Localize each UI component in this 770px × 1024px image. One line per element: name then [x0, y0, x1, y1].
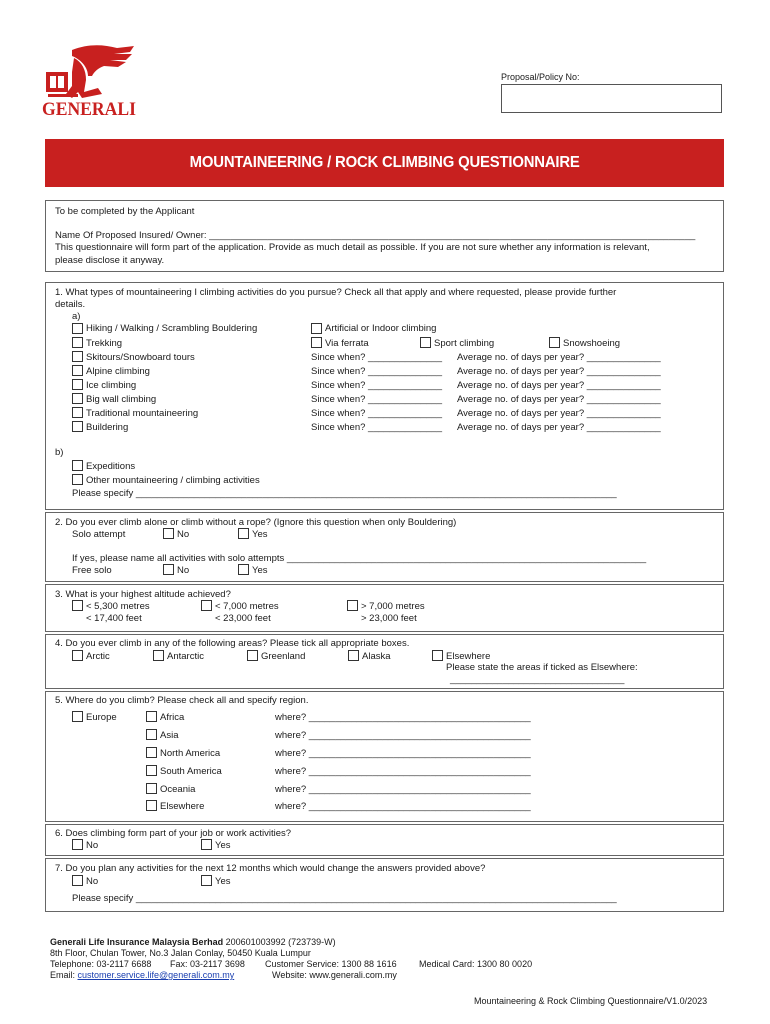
label-job-yes: Yes — [215, 840, 231, 851]
checkbox-hiking[interactable] — [72, 323, 83, 334]
checkbox-ice-climbing[interactable] — [72, 379, 83, 390]
checkbox-alpine-climbing[interactable] — [72, 365, 83, 376]
avg-days-field[interactable]: Average no. of days per year? ______________ — [457, 422, 661, 433]
generali-logo — [42, 42, 140, 118]
label-altitude-3-metres: > 7,000 metres — [361, 601, 425, 612]
label-elsewhere-area: Elsewhere — [446, 651, 491, 662]
label-buildering: Buildering — [86, 422, 129, 433]
checkbox-elsewhere-area[interactable] — [432, 650, 443, 661]
footer-telephone: Telephone: 03-2117 6688 — [50, 959, 152, 969]
where-field[interactable]: where? __________________________________________ — [275, 748, 531, 759]
label-skitours: Skitours/Snowboard tours — [86, 352, 195, 363]
checkbox-africa[interactable] — [146, 711, 157, 722]
checkbox-expeditions[interactable] — [72, 460, 83, 471]
where-field[interactable]: where? __________________________________________ — [275, 784, 531, 795]
label-altitude-1-metres: < 5,300 metres — [86, 601, 150, 612]
since-when-field[interactable]: Since when? ______________ — [311, 408, 443, 419]
checkbox-arctic[interactable] — [72, 650, 83, 661]
where-field[interactable]: where? __________________________________________ — [275, 766, 531, 777]
solo-activities-field[interactable]: If yes, please name all activities with solo attempts ____________________________________________________________________ — [72, 553, 647, 564]
label-solo-yes: Yes — [252, 529, 268, 540]
label-big-wall: Big wall climbing — [86, 394, 157, 405]
checkbox-free-solo-yes[interactable] — [238, 564, 249, 575]
label-alaska: Alaska — [362, 651, 391, 662]
page-title: MOUNTAINEERING / ROCK CLIMBING QUESTIONNAIRE — [189, 154, 580, 171]
label-antarctic: Antarctic — [167, 651, 204, 662]
q1-question-cont: details. — [55, 299, 86, 310]
label-via-ferrata: Via ferrata — [325, 338, 369, 349]
brand-wordmark: GENERALI — [42, 99, 136, 118]
avg-days-field[interactable]: Average no. of days per year? ______________ — [457, 380, 661, 391]
checkbox-greenland[interactable] — [247, 650, 258, 661]
where-field[interactable]: where? __________________________________________ — [275, 801, 531, 812]
checkbox-trekking[interactable] — [72, 337, 83, 348]
label-ice-climbing: Ice climbing — [86, 380, 137, 391]
footer-medical-card: Medical Card: 1300 80 0020 — [419, 959, 533, 969]
elsewhere-areas-field[interactable]: _________________________________ — [450, 674, 625, 685]
avg-days-field[interactable]: Average no. of days per year? ______________ — [457, 352, 661, 363]
label-arctic: Arctic — [86, 651, 110, 662]
label-north-america: North America — [160, 748, 221, 759]
footer-customer-service: Customer Service: 1300 88 1616 — [265, 959, 397, 969]
checkbox-alaska[interactable] — [348, 650, 359, 661]
q5-question: 5. Where do you climb? Please check all and specify region. — [55, 695, 309, 706]
label-europe: Europe — [86, 712, 117, 723]
checkbox-snowshoeing[interactable] — [549, 337, 560, 348]
label-solo-no: No — [177, 529, 190, 540]
footer-address: 8th Floor, Chulan Tower, No.3 Jalan Conlay, 50450 Kuala Lumpur — [50, 948, 311, 958]
checkbox-job-yes[interactable] — [201, 839, 212, 850]
checkbox-buildering[interactable] — [72, 421, 83, 432]
label-plans-yes: Yes — [215, 876, 231, 887]
label-altitude-2-metres: < 7,000 metres — [215, 601, 279, 612]
q1-specify-field[interactable]: Please specify ___________________________________________________________________________________________ — [72, 488, 617, 499]
q2-question: 2. Do you ever climb alone or climb without a rope? (Ignore this question when only Bouldering) — [55, 517, 457, 528]
checkbox-other-activities[interactable] — [72, 474, 83, 485]
avg-days-field[interactable]: Average no. of days per year? ______________ — [457, 366, 661, 377]
q6-question: 6. Does climbing form part of your job or work activities? — [55, 828, 292, 839]
q1-question: 1. What types of mountaineering I climbing activities do you pursue? Check all that apply and where requested, please provide further — [55, 287, 617, 298]
since-when-field[interactable]: Since when? ______________ — [311, 366, 443, 377]
completed-by: To be completed by the Applicant — [55, 206, 195, 217]
elsewhere-note: Please state the areas if ticked as Elsewhere: — [446, 662, 638, 673]
checkbox-elsewhere-region[interactable] — [146, 800, 157, 811]
checkbox-north-america[interactable] — [146, 747, 157, 758]
checkbox-altitude-3[interactable] — [347, 600, 358, 611]
checkbox-oceania[interactable] — [146, 783, 157, 794]
q1-part-a: a) — [72, 311, 81, 322]
label-elsewhere-region: Elsewhere — [160, 801, 205, 812]
label-free-solo: Free solo — [72, 565, 112, 576]
label-sport-climbing: Sport climbing — [434, 338, 495, 349]
label-hiking: Hiking / Walking / Scrambling Bouldering — [86, 323, 258, 334]
label-alpine-climbing: Alpine climbing — [86, 366, 150, 377]
label-artificial: Artificial or Indoor climbing — [325, 323, 437, 334]
proposal-policy-label: Proposal/Policy No: — [501, 72, 580, 82]
checkbox-solo-no[interactable] — [163, 528, 174, 539]
intro-note-cont: please disclose it anyway. — [55, 255, 165, 266]
label-free-solo-yes: Yes — [252, 565, 268, 576]
label-south-america: South America — [160, 766, 222, 777]
label-snowshoeing: Snowshoeing — [563, 338, 621, 349]
checkbox-plans-no[interactable] — [72, 875, 83, 886]
footer-email-link[interactable]: customer.service.life@generali.com.my — [77, 970, 235, 980]
label-solo-attempt: Solo attempt — [72, 529, 126, 540]
checkbox-big-wall[interactable] — [72, 393, 83, 404]
since-when-field[interactable]: Since when? ______________ — [311, 380, 443, 391]
label-job-no: No — [86, 840, 99, 851]
label-traditional: Traditional mountaineering — [86, 408, 199, 419]
checkbox-job-no[interactable] — [72, 839, 83, 850]
footer-company: Generali Life Insurance Malaysia Berhad — [50, 937, 224, 947]
name-of-insured-field[interactable]: Name Of Proposed Insured/ Owner: ____________________________________________________________________________________________ — [55, 230, 696, 241]
checkbox-plans-yes[interactable] — [201, 875, 212, 886]
label-free-solo-no: No — [177, 565, 190, 576]
footer-fax: Fax: 03-2117 3698 — [170, 959, 245, 969]
proposal-policy-input[interactable] — [501, 84, 722, 113]
intro-note: This questionnaire will form part of the application. Provide as much detail as possible. If you are not sure whether any information is relevant, — [55, 242, 650, 253]
q1-part-b: b) — [55, 447, 64, 458]
checkbox-free-solo-no[interactable] — [163, 564, 174, 575]
checkbox-south-america[interactable] — [146, 765, 157, 776]
footer-email-line — [50, 970, 234, 982]
label-altitude-3-feet: > 23,000 feet — [361, 613, 417, 624]
since-when-field[interactable]: Since when? ______________ — [311, 352, 443, 363]
q4-question: 4. Do you ever climb in any of the following areas? Please tick all appropriate boxes. — [55, 638, 410, 649]
document-version: Mountaineering & Rock Climbing Questionnaire/V1.0/2023 — [474, 996, 708, 1006]
checkbox-artificial[interactable] — [311, 323, 322, 334]
q3-question: 3. What is your highest altitude achieved? — [55, 589, 231, 600]
checkbox-sport-climbing[interactable] — [420, 337, 431, 348]
label-oceania: Oceania — [160, 784, 196, 795]
q7-question: 7. Do you plan any activities for the next 12 months which would change the answers provided above? — [55, 863, 486, 874]
checkbox-europe[interactable] — [72, 711, 83, 722]
footer-website[interactable]: Website: www.generali.com.my — [272, 970, 397, 980]
label-plans-no: No — [86, 876, 99, 887]
footer-reg-no: 200601003992 (723739-W) — [223, 937, 336, 947]
label-altitude-1-feet: < 17,400 feet — [86, 613, 142, 624]
label-other-activities: Other mountaineering / climbing activities — [86, 475, 260, 486]
since-when-field[interactable]: Since when? ______________ — [311, 394, 443, 405]
checkbox-skitours[interactable] — [72, 351, 83, 362]
checkbox-traditional[interactable] — [72, 407, 83, 418]
checkbox-solo-yes[interactable] — [238, 528, 249, 539]
checkbox-altitude-2[interactable] — [201, 600, 212, 611]
checkbox-altitude-1[interactable] — [72, 600, 83, 611]
label-altitude-2-feet: < 23,000 feet — [215, 613, 271, 624]
label-asia: Asia — [160, 730, 179, 741]
label-trekking: Trekking — [86, 338, 123, 349]
q7-specify-field[interactable]: Please specify ___________________________________________________________________________________________ — [72, 893, 617, 904]
avg-days-field[interactable]: Average no. of days per year? ______________ — [457, 394, 661, 405]
footer-company-line — [50, 937, 336, 949]
where-field[interactable]: where? __________________________________________ — [275, 712, 531, 723]
checkbox-via-ferrata[interactable] — [311, 337, 322, 348]
label-expeditions: Expeditions — [86, 461, 136, 472]
label-greenland: Greenland — [261, 651, 306, 662]
checkbox-asia[interactable] — [146, 729, 157, 740]
avg-days-field[interactable]: Average no. of days per year? ______________ — [457, 408, 661, 419]
title-banner — [45, 139, 724, 187]
label-africa: Africa — [160, 712, 185, 723]
footer-email-label: Email: — [50, 970, 78, 980]
where-field[interactable]: where? __________________________________________ — [275, 730, 531, 741]
since-when-field[interactable]: Since when? ______________ — [311, 422, 443, 433]
checkbox-antarctic[interactable] — [153, 650, 164, 661]
